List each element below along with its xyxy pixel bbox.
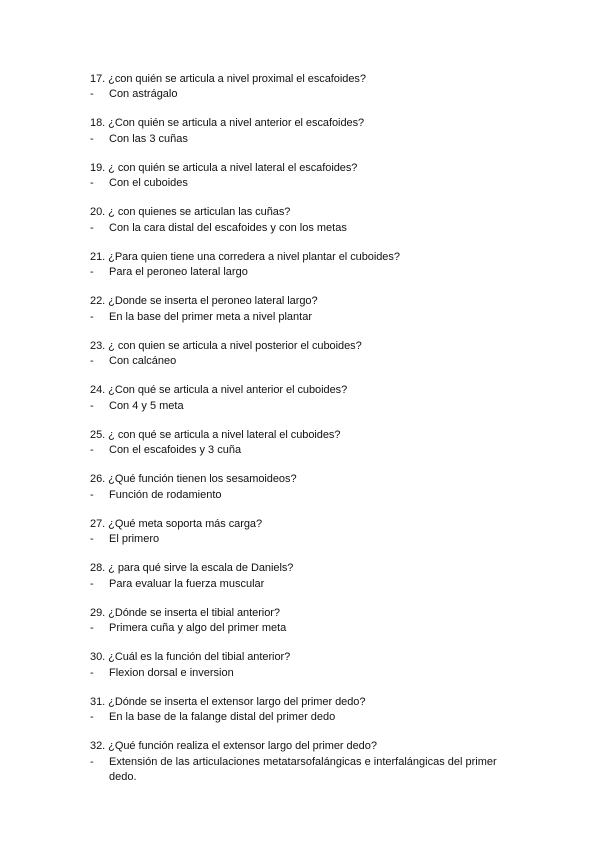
qa-item — [90, 561, 520, 592]
dash-bullet: - — [90, 666, 94, 679]
dash-bullet: - — [90, 533, 94, 546]
question-text: 26. ¿Qué función tienen los sesamoideos? — [90, 473, 297, 486]
answer-text: Extensión de las articulaciones metatarsofalángicas e interfalángicas del primer dedo. — [109, 755, 497, 783]
dash-bullet: - — [90, 132, 94, 145]
answer-text: Con 4 y 5 meta — [109, 399, 184, 412]
answer-text: Con el escafoides y 3 cuña — [109, 444, 242, 457]
question-text: 18. ¿Con quién se articula a nivel anterior el escafoides? — [90, 117, 365, 130]
question-text: 25. ¿ con qué se articula a nivel lateral el cuboides? — [90, 428, 341, 441]
answer-text: Función de rodamiento — [109, 488, 222, 501]
answer-line — [90, 710, 520, 725]
question-text: 27. ¿Qué meta soporta más carga? — [90, 517, 263, 530]
dash-bullet: - — [90, 711, 94, 724]
qa-item — [90, 472, 520, 503]
question-text: 17. ¿con quién se articula a nivel proximal el escafoides? — [90, 73, 366, 85]
dash-bullet: - — [90, 622, 94, 635]
dash-bullet: - — [90, 444, 94, 457]
answer-line — [90, 443, 520, 458]
dash-bullet: - — [90, 577, 94, 590]
answer-text: El primero — [109, 533, 160, 546]
answer-line — [90, 621, 520, 636]
dash-bullet: - — [90, 88, 94, 101]
answer-text: Con el cuboides — [109, 177, 188, 190]
dash-bullet: - — [90, 177, 94, 190]
question-list — [90, 72, 520, 799]
dash-bullet: - — [90, 399, 94, 412]
qa-item — [90, 294, 520, 325]
question-text: 21. ¿Para quien tiene una corredera a nivel plantar el cuboides? — [90, 250, 400, 263]
qa-item — [90, 606, 520, 637]
dash-bullet: - — [90, 266, 94, 279]
answer-text: Con calcáneo — [109, 355, 177, 368]
answer-line — [90, 755, 520, 786]
answer-text: Con la cara distal del escafoides y con los metas — [109, 221, 347, 234]
answer-line — [90, 399, 520, 414]
answer-text: Para evaluar la fuerza muscular — [109, 577, 265, 590]
question-text: 19. ¿ con quién se articula a nivel lateral el escafoides? — [90, 161, 358, 174]
answer-text: Con astrágalo — [109, 88, 178, 101]
qa-item — [90, 650, 520, 681]
answer-text: Flexion dorsal e inversion — [109, 666, 234, 679]
question-text: 32. ¿Qué función realiza el extensor largo del primer dedo? — [90, 740, 377, 753]
answer-line — [90, 532, 520, 547]
dash-bullet: - — [90, 488, 94, 501]
qa-item — [90, 695, 520, 726]
question-text: 22. ¿Donde se inserta el peroneo lateral largo? — [90, 295, 318, 308]
question-text: 20. ¿ con quienes se articulan las cuñas? — [90, 206, 291, 219]
qa-item — [90, 383, 520, 414]
qa-item — [90, 161, 520, 192]
qa-item — [90, 517, 520, 548]
dash-bullet: - — [90, 355, 94, 368]
answer-text: Con las 3 cuñas — [109, 132, 188, 145]
answer-text: Primera cuña y algo del primer meta — [109, 622, 287, 635]
answer-text: Para el peroneo lateral largo — [109, 266, 248, 279]
qa-item — [90, 116, 520, 147]
answer-line — [90, 666, 520, 681]
answer-line — [90, 310, 520, 325]
answer-line — [90, 354, 520, 369]
question-text: 31. ¿Dónde se inserta el extensor largo del primer dedo? — [90, 695, 366, 708]
dash-bullet: - — [90, 755, 94, 768]
answer-line — [90, 488, 520, 503]
qa-item — [90, 205, 520, 236]
dash-bullet: - — [90, 310, 94, 323]
answer-line — [90, 265, 520, 280]
qa-item — [90, 250, 520, 281]
qa-item — [90, 739, 520, 785]
question-text: 24. ¿Con qué se articula a nivel anterior el cuboides? — [90, 384, 348, 397]
qa-item — [90, 339, 520, 370]
answer-text: En la base de la falange distal del primer dedo — [109, 711, 336, 724]
qa-item — [90, 428, 520, 459]
answer-line — [90, 577, 520, 592]
answer-line — [90, 176, 520, 191]
question-text: 28. ¿ para qué sirve la escala de Daniels? — [90, 562, 294, 575]
answer-text: En la base del primer meta a nivel plantar — [109, 310, 312, 323]
answer-line — [90, 221, 520, 236]
question-text: 23. ¿ con quien se articula a nivel posterior el cuboides? — [90, 339, 362, 352]
question-text: 29. ¿Dónde se inserta el tibial anterior? — [90, 606, 280, 619]
answer-line — [90, 87, 520, 102]
question-text: 30. ¿Cuál es la función del tibial anterior? — [90, 651, 291, 664]
dash-bullet: - — [90, 221, 94, 234]
answer-line — [90, 132, 520, 147]
qa-item — [90, 72, 520, 103]
